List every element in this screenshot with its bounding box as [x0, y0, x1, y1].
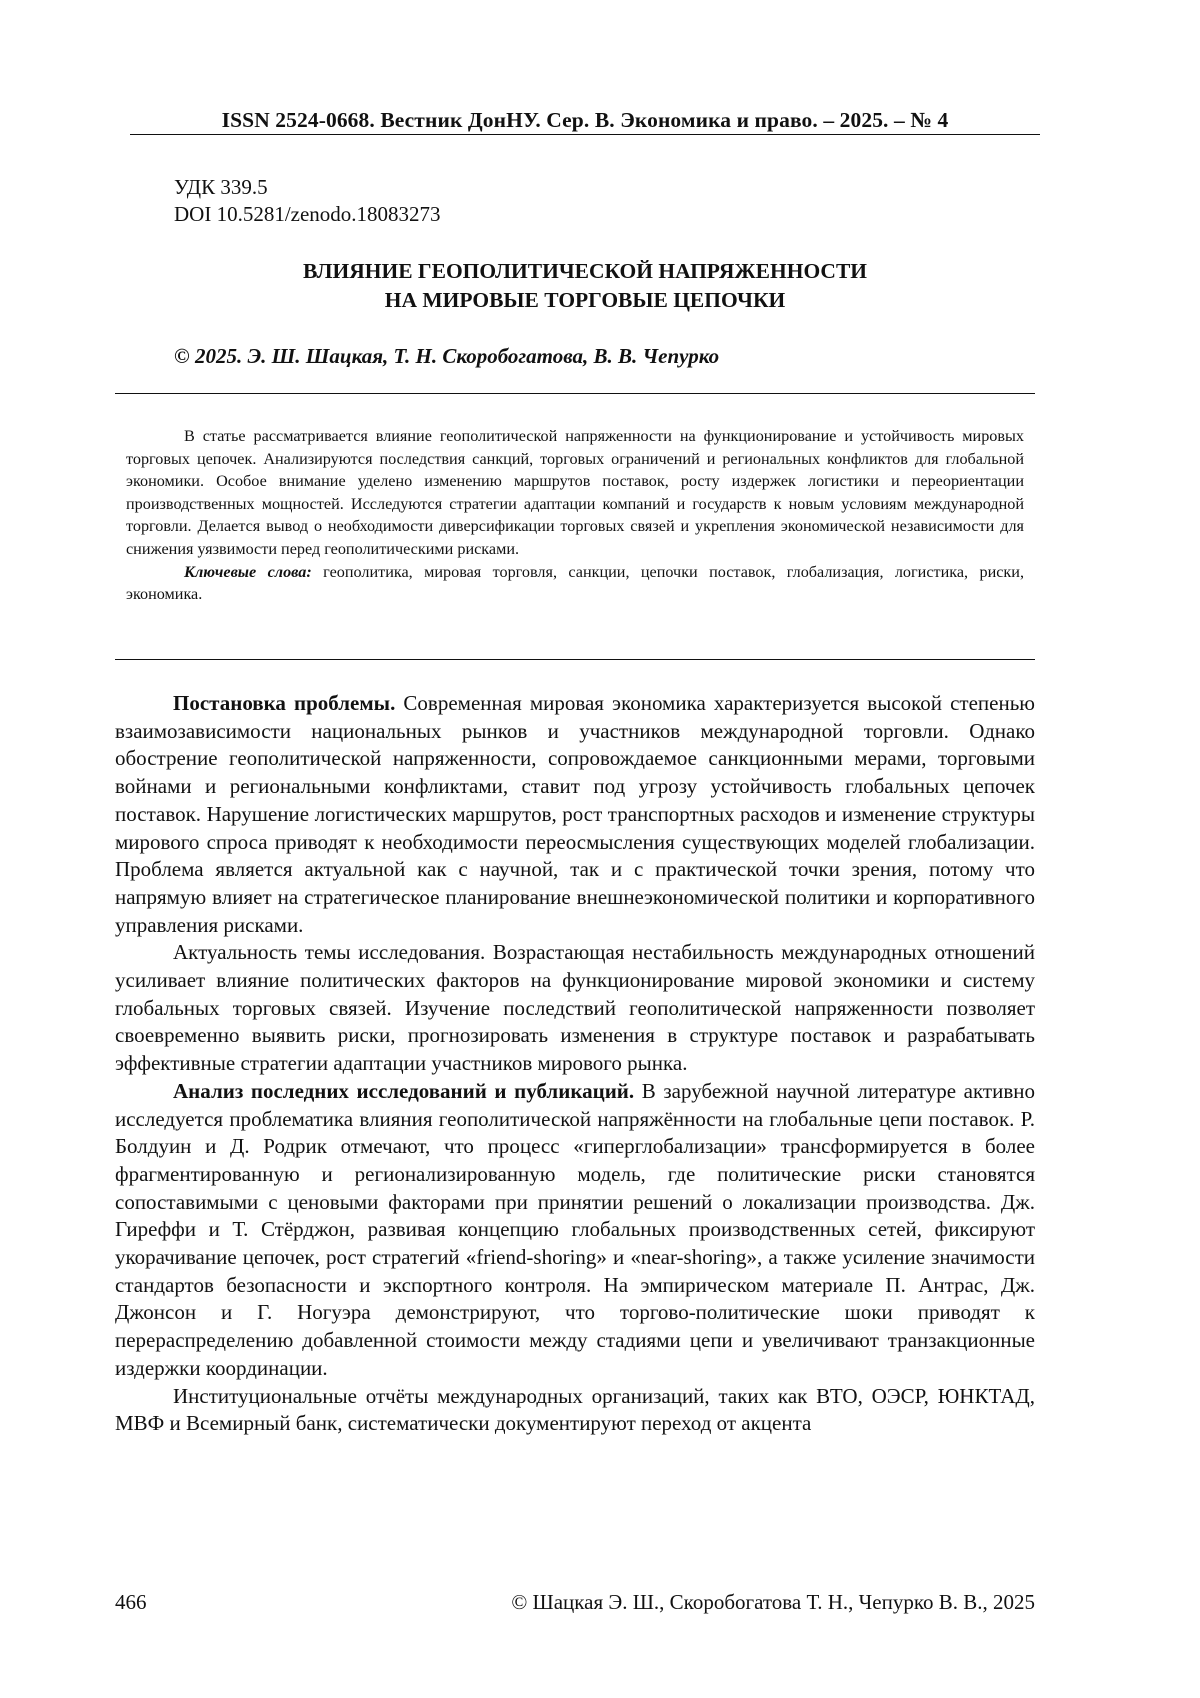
article-body	[115, 690, 1035, 1438]
paragraph-relevance: Актуальность темы исследования. Возрастающая нестабильность международных отношений усиливает влияние политических факторов на функционирование мировой экономики и систему глобальных торговых связей. Изучение последствий геополитической напряженности позволяет своевременно выявить риски, прогнозировать изменения в структуре поставок и разрабатывать эффективные стратегии адаптации участников мирового рынка.	[115, 940, 1035, 1076]
footer-copyright: © Шацкая Э. Ш., Скоробогатова Т. Н., Чепурко В. В., 2025	[511, 1590, 1035, 1614]
paragraph-problem	[115, 690, 1035, 939]
keywords-label: Ключевые слова:	[184, 562, 312, 581]
page-number: 466	[115, 1590, 147, 1614]
keywords-list: геополитика, мировая торговля, санкции, цепочки поставок, глобализация, логистика, риски, экономика.	[126, 562, 1024, 604]
udk-code: УДК 339.5	[174, 175, 268, 199]
authors-line: © 2025. Э. Ш. Шацкая, Т. Н. Скоробогатова, В. В. Чепурко	[174, 344, 720, 368]
identifiers	[174, 174, 441, 228]
paragraph-institutional: Институциональные отчёты международных организаций, таких как ВТО, ОЭСР, ЮНКТАД, МВФ и Всемирный банк, систематически документируют переход от акцента	[115, 1383, 1035, 1436]
journal-header: ISSN 2524-0668. Вестник ДонНУ. Сер. В. Экономика и право. – 2025. – № 4	[221, 108, 949, 132]
abstract-text: В статье рассматривается влияние геополитической напряженности на функционирование и устойчивость мировых торговых цепочек. Анализируются последствия санкций, торговых ограничений и региональных конфликтов для глобальной экономики. Особое внимание уделено изменению маршрутов поставок, росту издержек логистики и переориентации производственных мощностей. Исследуются стратегии адаптации компаний и государств к новым условиям международной торговли. Делается вывод о необходимости диверсификации торговых связей и укрепления экономической независимости для снижения уязвимости перед геополитическими рисками.	[126, 427, 1024, 558]
title-line-2: НА МИРОВЫЕ ТОРГОВЫЕ ЦЕПОЧКИ	[384, 288, 786, 312]
doi: DOI 10.5281/zenodo.18083273	[174, 202, 441, 226]
paragraph-lead: Постановка проблемы.	[173, 691, 396, 715]
paragraph-literature	[115, 1078, 1035, 1383]
abstract-bottom-rule	[115, 659, 1035, 660]
paragraph-lead: Анализ последних исследований и публикаций.	[173, 1078, 635, 1103]
abstract	[126, 425, 1024, 606]
keywords	[126, 561, 1024, 606]
header-rule	[130, 134, 1040, 135]
article-title	[130, 257, 1040, 315]
paragraph-text: Современная мировая экономика характеризуется высокой степенью взаимозависимости национальных рынков и участников международной торговли. Однако обострение геополитической напряженности, сопровождаемое санкционными мерами, торговыми войнами и региональными конфликтами, ставит под угрозу устойчивость глобальных цепочек поставок. Нарушение логистических маршрутов, рост транспортных расходов и изменение структуры мирового спроса приводят к необходимости переосмысления существующих моделей глобализации. Проблема является актуальной как с научной, так и с практической точки зрения, потому что напрямую влияет на стратегическое планирование внешнеэкономической политики и корпоративного управления рисками.	[115, 691, 1035, 937]
title-line-1: ВЛИЯНИЕ ГЕОПОЛИТИЧЕСКОЙ НАПРЯЖЕННОСТИ	[302, 259, 868, 283]
abstract-top-rule	[115, 393, 1035, 394]
paragraph-text: В зарубежной научной литературе активно исследуется проблематика влияния геополитической напряжённости на глобальные цепи поставок. Р. Болдуин и Д. Родрик отмечают, что процесс «гиперглобализации» трансформируется в более фрагментированную и регионализированную модель, где политические риски становятся сопоставимыми с ценовыми факторами при принятии решений о локализации производства. Дж. Гиреффи и Т. Стёрджон, развивая концепцию глобальных производственных сетей, фиксируют укорачивание цепочек, рост стратегий «friend-shoring» и «near-shoring», а также усиление значимости стандартов безопасности и экспортного контроля. На эмпирическом материале П. Антрас, Дж. Джонсон и Г. Ногуэра демонстрируют, что торгово-политические шоки приводят к перераспределению добавленной стоимости между стадиями цепи и увеличивают транзакционные издержки координации.	[115, 1078, 1035, 1380]
